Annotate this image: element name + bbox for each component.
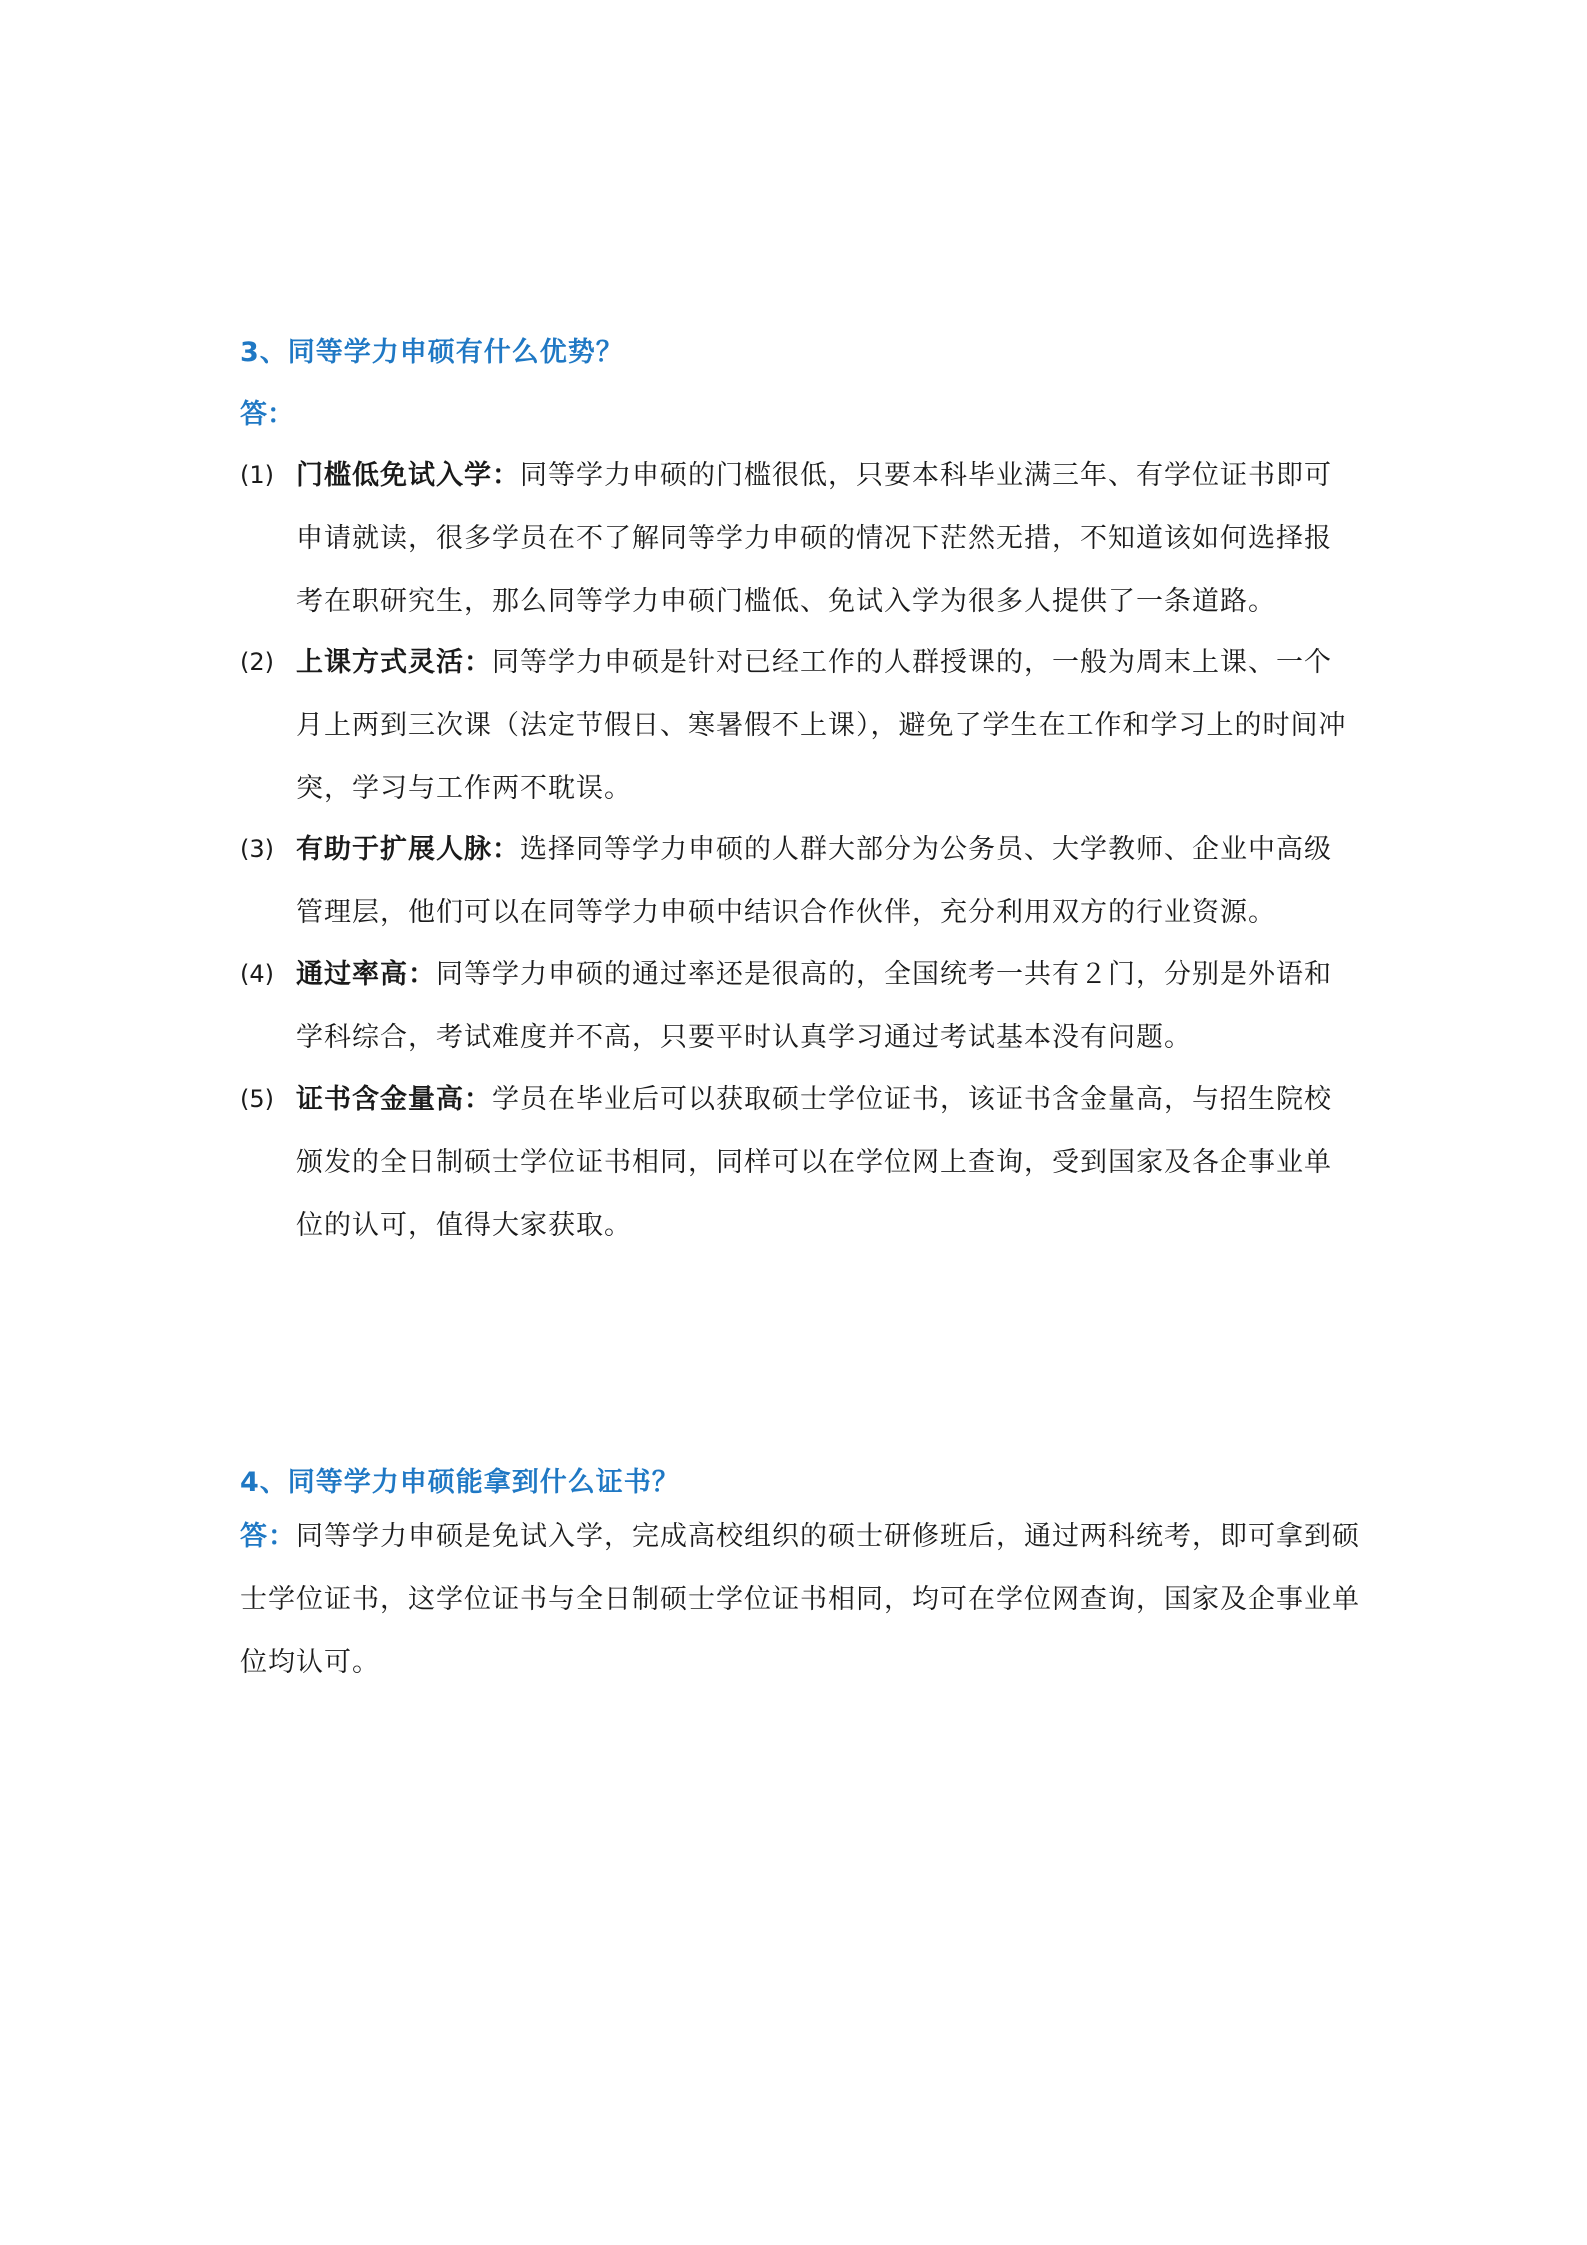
section-4-answer (240, 1505, 1360, 1694)
advantage-item-3 (240, 818, 1360, 944)
item-label: 门槛低免试入学： (296, 460, 520, 491)
item-body (296, 444, 1356, 633)
item-text: 同等学力申硕是针对已经工作的人群授课的，一般为周末上课、一个月上两到三次课（法定节假日、寒暑假不上课），避免了学生在工作和学习上的时间冲突，学习与工作两不耽误。 (296, 647, 1347, 804)
section-4-title: 4、同等学力申硕能拿到什么证书？ (240, 1467, 680, 1498)
item-label: 通过率高： (296, 959, 436, 990)
item-label: 有助于扩展人脉： (296, 834, 520, 865)
item-label: 上课方式灵活： (296, 647, 492, 678)
item-body (296, 818, 1356, 944)
section-3-title: 3、同等学力申硕有什么优势？ (240, 337, 624, 368)
answer-text: 同等学力申硕是免试入学，完成高校组织的硕士研修班后，通过两科统考，即可拿到硕士学位证书，这学位证书与全日制硕士学位证书相同，均可在学位网查询，国家及企事业单位均认可。 (240, 1521, 1360, 1678)
answer-label: 答： (240, 399, 294, 430)
item-body (296, 943, 1356, 1069)
advantage-item-5 (240, 1068, 1360, 1257)
advantage-item-4 (240, 943, 1360, 1069)
item-text: 选择同等学力申硕的人群大部分为公务员、大学教师、企业中高级管理层，他们可以在同等学力申硕中结识合作伙伴，充分利用双方的行业资源。 (296, 834, 1332, 928)
section-3-answer-label (240, 392, 294, 431)
answer-label: 答： (240, 1521, 296, 1552)
advantage-item-2 (240, 631, 1360, 820)
item-number: (2) (240, 648, 274, 676)
item-text: 同等学力申硕的通过率还是很高的，全国统考一共有２门，分别是外语和学科综合，考试难度并不高，只要平时认真学习通过考试基本没有问题。 (296, 959, 1332, 1053)
item-number: (5) (240, 1085, 274, 1113)
item-text: 同等学力申硕的门槛很低，只要本科毕业满三年、有学位证书即可申请就读，很多学员在不了解同等学力申硕的情况下茫然无措，不知道该如何选择报考在职研究生，那么同等学力申硕门槛低、免试入学为很多人提供了一条道路。 (296, 460, 1332, 617)
item-text: 学员在毕业后可以获取硕士学位证书，该证书含金量高，与招生院校颁发的全日制硕士学位证书相同，同样可以在学位网上查询，受到国家及各企事业单位的认可，值得大家获取。 (296, 1084, 1332, 1241)
advantage-item-1 (240, 444, 1360, 633)
item-number: (1) (240, 461, 274, 489)
item-body (296, 1068, 1356, 1257)
item-label: 证书含金量高： (296, 1084, 492, 1115)
item-body (296, 631, 1356, 820)
item-number: (4) (240, 960, 274, 988)
item-number: (3) (240, 835, 274, 863)
